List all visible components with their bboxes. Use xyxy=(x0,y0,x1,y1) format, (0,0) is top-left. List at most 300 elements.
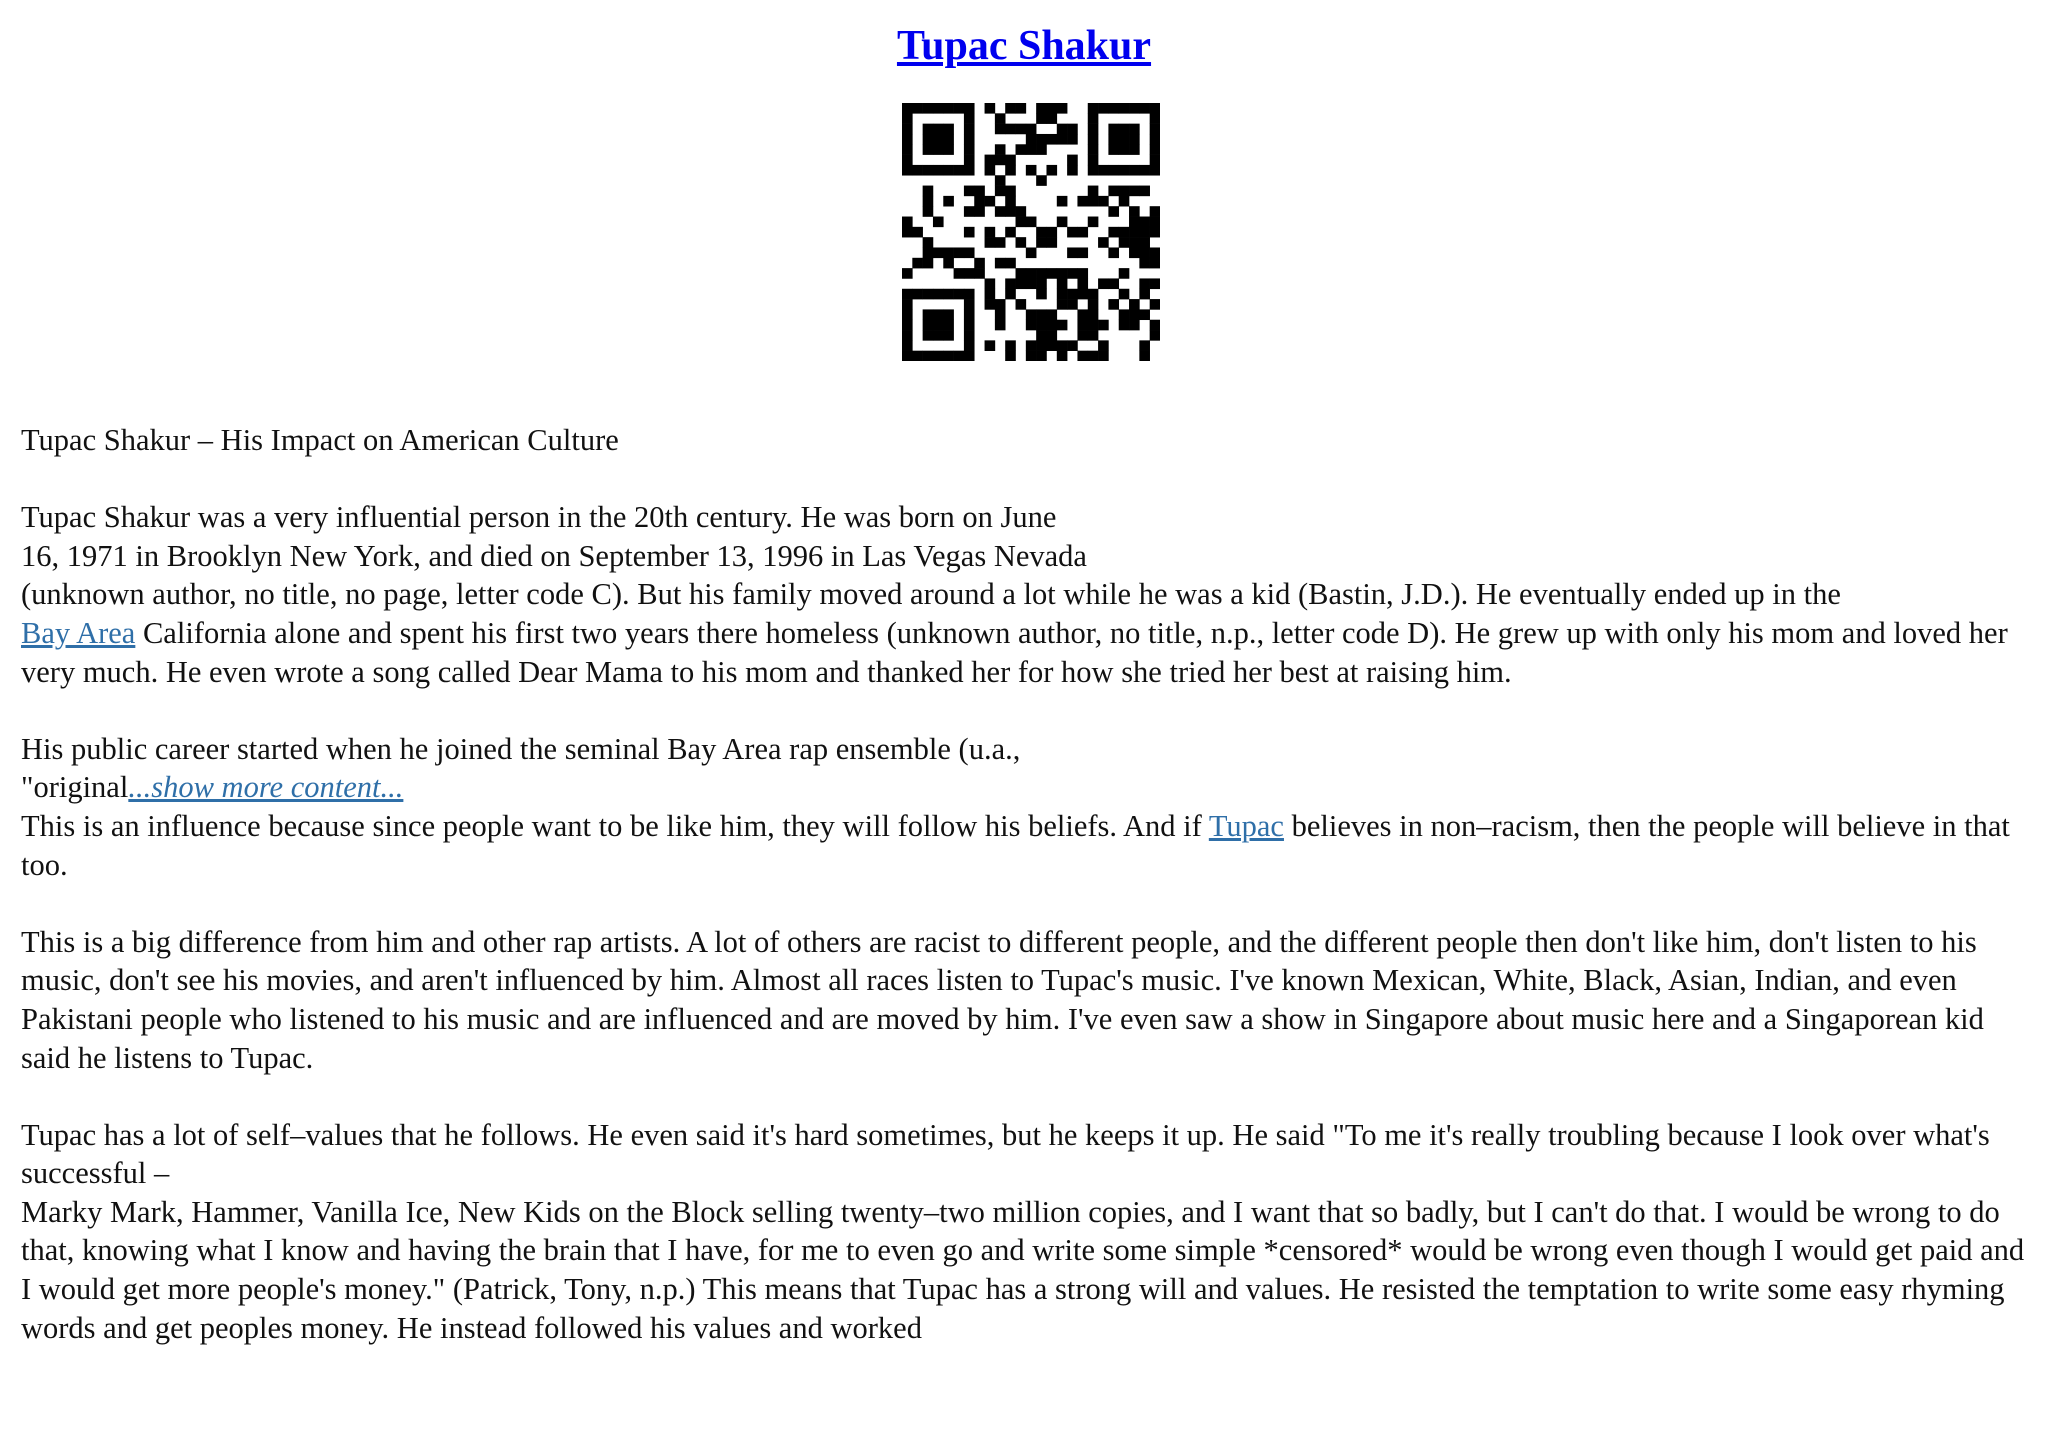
qr-module xyxy=(995,299,1006,310)
qr-module xyxy=(1005,196,1016,207)
qr-module xyxy=(974,196,985,207)
qr-module xyxy=(985,340,996,351)
qr-module xyxy=(1026,278,1037,289)
qr-module xyxy=(1139,186,1150,197)
qr-module xyxy=(1098,237,1109,248)
qr-module xyxy=(964,227,975,238)
qr-module xyxy=(1016,268,1027,279)
qr-module xyxy=(943,247,954,258)
paragraph-2-line-2 xyxy=(21,768,2031,807)
qr-module xyxy=(1026,134,1037,145)
qr-module xyxy=(1057,103,1068,114)
qr-module xyxy=(1067,134,1078,145)
qr-module xyxy=(964,268,975,279)
qr-module xyxy=(902,227,913,238)
qr-module xyxy=(1046,268,1057,279)
qr-module xyxy=(1150,206,1160,217)
qr-module xyxy=(1098,340,1109,351)
qr-module xyxy=(902,113,913,124)
qr-module xyxy=(1129,186,1140,197)
qr-module xyxy=(1150,258,1160,269)
qr-module xyxy=(923,124,934,135)
qr-module xyxy=(1088,309,1099,320)
qr-module xyxy=(1129,124,1140,135)
qr-module xyxy=(954,247,965,258)
qr-module xyxy=(902,217,913,228)
qr-module xyxy=(1088,351,1099,361)
qr-module xyxy=(1129,299,1140,310)
qr-module xyxy=(1150,124,1160,135)
qr-module xyxy=(902,320,913,331)
qr-module xyxy=(1139,351,1150,361)
qr-module xyxy=(1026,351,1037,361)
qr-module xyxy=(902,165,913,176)
tupac-link[interactable]: Tupac xyxy=(1208,808,1284,843)
paragraph-2 xyxy=(21,730,2031,884)
qr-module xyxy=(943,124,954,135)
qr-module xyxy=(933,351,944,361)
qr-module xyxy=(985,155,996,166)
qr-module xyxy=(1150,320,1160,331)
paragraph-1-line-2: 16, 1971 in Brooklyn New York, and died on September 13, 1996 in Las Vegas Nevada xyxy=(21,538,1087,573)
qr-module xyxy=(1098,351,1109,361)
qr-module xyxy=(1139,227,1150,238)
qr-module xyxy=(1057,289,1068,300)
qr-module xyxy=(1036,268,1047,279)
qr-module xyxy=(912,351,923,361)
qr-module xyxy=(1067,165,1078,176)
show-more-link[interactable]: ...show more content... xyxy=(128,770,404,805)
qr-module xyxy=(974,258,985,269)
qr-module xyxy=(923,103,934,114)
qr-module xyxy=(943,258,954,269)
qr-module xyxy=(1108,247,1119,258)
qr-module xyxy=(1036,340,1047,351)
qr-module xyxy=(1139,237,1150,248)
qr-module xyxy=(954,103,965,114)
qr-module xyxy=(1026,268,1037,279)
qr-module xyxy=(1026,144,1037,155)
qr-module xyxy=(985,196,996,207)
qr-module xyxy=(1016,144,1027,155)
qr-module xyxy=(1119,227,1130,238)
qr-module xyxy=(1077,289,1088,300)
qr-module xyxy=(995,206,1006,217)
qr-module xyxy=(964,113,975,124)
qr-module xyxy=(923,237,934,248)
qr-module xyxy=(1108,144,1119,155)
qr-module xyxy=(1139,289,1150,300)
qr-module xyxy=(1046,113,1057,124)
qr-module xyxy=(985,103,996,114)
qr-module xyxy=(912,289,923,300)
qr-module xyxy=(964,124,975,135)
qr-module xyxy=(964,299,975,310)
qr-module xyxy=(1067,124,1078,135)
paragraph-1 xyxy=(21,498,2031,691)
qr-module xyxy=(912,258,923,269)
qr-module xyxy=(1036,227,1047,238)
qr-module xyxy=(1139,258,1150,269)
qr-module xyxy=(964,351,975,361)
qr-module xyxy=(1119,309,1130,320)
qr-module xyxy=(1005,124,1016,135)
qr-module xyxy=(1036,278,1047,289)
qr-module xyxy=(933,124,944,135)
qr-module xyxy=(912,165,923,176)
qr-module xyxy=(1139,165,1150,176)
qr-module xyxy=(1088,155,1099,166)
qr-module xyxy=(964,309,975,320)
qr-module xyxy=(1016,299,1027,310)
qr-module xyxy=(954,268,965,279)
qr-module xyxy=(1057,268,1068,279)
qr-module xyxy=(1098,165,1109,176)
qr-module xyxy=(1150,299,1160,310)
qr-module xyxy=(1067,247,1078,258)
qr-module xyxy=(1036,320,1047,331)
qr-module xyxy=(1119,134,1130,145)
qr-module xyxy=(995,155,1006,166)
qr-module xyxy=(954,289,965,300)
qr-module xyxy=(1150,134,1160,145)
qr-module xyxy=(1077,278,1088,289)
qr-module xyxy=(1067,227,1078,238)
qr-module xyxy=(1108,227,1119,238)
qr-module xyxy=(1005,351,1016,361)
qr-module xyxy=(1108,165,1119,176)
qr-module xyxy=(1046,340,1057,351)
qr-module xyxy=(985,227,996,238)
qr-module xyxy=(1108,299,1119,310)
qr-module xyxy=(1077,247,1088,258)
qr-module xyxy=(985,289,996,300)
qr-module xyxy=(1139,278,1150,289)
qr-module xyxy=(1005,206,1016,217)
qr-module xyxy=(1026,124,1037,135)
qr-module xyxy=(1088,134,1099,145)
qr-module xyxy=(1088,113,1099,124)
bay-area-link[interactable]: Bay Area xyxy=(21,615,136,650)
qr-module xyxy=(933,330,944,341)
qr-module xyxy=(923,330,934,341)
qr-module xyxy=(1098,320,1109,331)
qr-module xyxy=(1005,340,1016,351)
qr-module xyxy=(1005,289,1016,300)
qr-module xyxy=(1057,124,1068,135)
qr-module xyxy=(1150,113,1160,124)
qr-module xyxy=(1036,289,1047,300)
qr-module xyxy=(1067,299,1078,310)
qr-module xyxy=(943,134,954,145)
qr-module xyxy=(995,113,1006,124)
qr-module xyxy=(902,103,913,114)
qr-module xyxy=(1077,227,1088,238)
qr-module xyxy=(1108,124,1119,135)
qr-module xyxy=(1005,186,1016,197)
qr-module xyxy=(923,196,934,207)
qr-module xyxy=(1067,155,1078,166)
paragraph-4-line-1: Tupac has a lot of self–values that he follows. He even said it's hard sometimes, but he keeps it up. He said "To me it's really troubling because I look over what's successful – xyxy=(21,1117,1990,1191)
qr-module xyxy=(1057,320,1068,331)
qr-module xyxy=(1057,351,1068,361)
qr-module xyxy=(1129,309,1140,320)
qr-module xyxy=(1077,268,1088,279)
qr-module xyxy=(923,206,934,217)
qr-module xyxy=(1139,340,1150,351)
qr-module xyxy=(1129,165,1140,176)
qr-module xyxy=(1108,186,1119,197)
qr-module xyxy=(1119,237,1130,248)
qr-module xyxy=(943,309,954,320)
qr-module xyxy=(933,144,944,155)
qr-module xyxy=(1036,175,1047,186)
qr-module xyxy=(933,247,944,258)
qr-module xyxy=(933,165,944,176)
paragraph-2-line-3-end: believes in non–racism, then the people will believe in that too. xyxy=(21,808,2010,882)
document-body xyxy=(21,421,2031,1386)
qr-module xyxy=(1077,330,1088,341)
qr-module xyxy=(1005,258,1016,269)
qr-module xyxy=(1046,237,1057,248)
qr-module xyxy=(1088,330,1099,341)
qr-module xyxy=(1057,340,1068,351)
qr-module xyxy=(1026,320,1037,331)
qr-module xyxy=(1005,227,1016,238)
qr-module xyxy=(1005,103,1016,114)
qr-module xyxy=(1036,134,1047,145)
qr-module xyxy=(1150,278,1160,289)
qr-module xyxy=(1108,206,1119,217)
qr-module xyxy=(1108,278,1119,289)
qr-module xyxy=(954,165,965,176)
qr-module xyxy=(1150,103,1160,114)
paragraph-1-rest: California alone and spent his first two years there homeless (unknown author, no title, n.p., letter code D). He grew up with only his mom and loved her very much. He even wrote a song called Dear Mama to his mom and thanked her for how she tried her best at raising him. xyxy=(21,615,2008,689)
qr-module xyxy=(943,351,954,361)
qr-module xyxy=(1046,134,1057,145)
qr-module xyxy=(1129,144,1140,155)
qr-module xyxy=(1088,103,1099,114)
qr-module xyxy=(1129,103,1140,114)
qr-module xyxy=(1057,134,1068,145)
qr-module xyxy=(1057,217,1068,228)
qr-module xyxy=(933,134,944,145)
qr-module xyxy=(933,320,944,331)
qr-module xyxy=(1057,278,1068,289)
qr-module xyxy=(923,309,934,320)
qr-module xyxy=(943,320,954,331)
qr-module xyxy=(1108,134,1119,145)
qr-module xyxy=(995,144,1006,155)
qr-module xyxy=(923,186,934,197)
qr-module xyxy=(1119,165,1130,176)
qr-module xyxy=(964,330,975,341)
qr-module xyxy=(923,289,934,300)
qr-module xyxy=(1088,217,1099,228)
qr-module xyxy=(974,206,985,217)
qr-module xyxy=(923,258,934,269)
qr-module xyxy=(1119,268,1130,279)
paragraph-1-line-1: Tupac Shakur was a very influential person in the 20th century. He was born on June xyxy=(21,500,1057,535)
qr-module xyxy=(902,134,913,145)
qr-module xyxy=(985,299,996,310)
qr-module xyxy=(1077,351,1088,361)
qr-module xyxy=(1129,217,1140,228)
qr-module xyxy=(1026,217,1037,228)
qr-module xyxy=(1150,144,1160,155)
qr-module xyxy=(1129,227,1140,238)
qr-module xyxy=(1098,196,1109,207)
qr-module xyxy=(1129,134,1140,145)
qr-module xyxy=(1046,330,1057,341)
qr-module xyxy=(1119,103,1130,114)
qr-module xyxy=(1036,309,1047,320)
qr-module xyxy=(1077,309,1088,320)
qr-module xyxy=(1046,165,1057,176)
qr-module xyxy=(1036,351,1047,361)
qr-module xyxy=(912,103,923,114)
qr-module xyxy=(1046,320,1057,331)
qr-module xyxy=(1057,299,1068,310)
paragraph-3: This is a big difference from him and other rap artists. A lot of others are racist to different people, and the different people then don't like him, don't listen to his music, don't see his movies, and aren't influenced by him. Almost all races listen to Tupac's music. I've known Mexican, White, Black, Asian, Indian, and even Pakistani people who listened to his music and are influenced and are moved by him. I've even saw a show in Singapore about music here and a Singaporean kid said he listens to Tupac. xyxy=(21,924,1984,1075)
qr-module xyxy=(902,124,913,135)
qr-module xyxy=(1139,103,1150,114)
qr-module xyxy=(1088,165,1099,176)
qr-module xyxy=(923,134,934,145)
qr-module xyxy=(1119,196,1130,207)
document-heading: Tupac Shakur – His Impact on American Culture xyxy=(21,423,619,457)
qr-module xyxy=(902,289,913,300)
qr-module xyxy=(1016,217,1027,228)
qr-module xyxy=(995,186,1006,197)
qr-module xyxy=(933,289,944,300)
paragraph-2-line-1: His public career started when he joined the seminal Bay Area rap ensemble (u.a., xyxy=(21,731,1021,766)
qr-module xyxy=(1016,278,1027,289)
qr-module xyxy=(923,144,934,155)
qr-module xyxy=(933,217,944,228)
qr-module xyxy=(923,351,934,361)
qr-module xyxy=(1077,320,1088,331)
qr-module xyxy=(943,144,954,155)
qr-module xyxy=(902,155,913,166)
qr-module xyxy=(933,103,944,114)
qr-module xyxy=(964,186,975,197)
qr-module xyxy=(1046,103,1057,114)
qr-module xyxy=(1036,144,1047,155)
qr-module xyxy=(902,309,913,320)
qr-module xyxy=(964,320,975,331)
qr-module xyxy=(1119,124,1130,135)
qr-module xyxy=(943,165,954,176)
paragraph-1-line-3: (unknown author, no title, no page, letter code C). But his family moved around a lot while he was a kid (Bastin, J.D.). He eventually ended up in the xyxy=(21,577,1841,612)
qr-module xyxy=(1150,330,1160,341)
qr-module xyxy=(943,330,954,341)
qr-module xyxy=(1036,113,1047,124)
qr-module xyxy=(1150,247,1160,258)
qr-module xyxy=(923,165,934,176)
qr-module xyxy=(1036,330,1047,341)
qr-module xyxy=(985,278,996,289)
qr-module xyxy=(1139,217,1150,228)
qr-module xyxy=(1139,247,1150,258)
qr-module xyxy=(1088,289,1099,300)
qr-module xyxy=(1005,155,1016,166)
qr-module xyxy=(985,165,996,176)
qr-module xyxy=(1036,237,1047,248)
qr-module xyxy=(1046,309,1057,320)
qr-module xyxy=(995,237,1006,248)
qr-module xyxy=(1119,144,1130,155)
qr-module xyxy=(964,155,975,166)
qr-module xyxy=(902,351,913,361)
qr-module xyxy=(1067,268,1078,279)
qr-module xyxy=(1150,227,1160,238)
qr-module xyxy=(1016,103,1027,114)
qr-module xyxy=(964,206,975,217)
title-link[interactable]: Tupac Shakur xyxy=(896,23,1152,69)
qr-module xyxy=(902,340,913,351)
qr-module xyxy=(933,309,944,320)
qr-module xyxy=(1067,289,1078,300)
qr-module xyxy=(1016,237,1027,248)
qr-module xyxy=(902,330,913,341)
qr-module xyxy=(1129,247,1140,258)
qr-module xyxy=(964,247,975,258)
qr-module xyxy=(1098,278,1109,289)
qr-module xyxy=(1026,165,1037,176)
qr-module xyxy=(912,227,923,238)
qr-module xyxy=(995,320,1006,331)
qr-module xyxy=(923,320,934,331)
qr-module xyxy=(943,196,954,207)
qr-module xyxy=(1036,103,1047,114)
qr-module xyxy=(1150,165,1160,176)
qr-module xyxy=(995,309,1006,320)
qr-module xyxy=(995,175,1006,186)
qr-module xyxy=(1016,124,1027,135)
qr-module xyxy=(974,186,985,197)
qr-module xyxy=(1046,227,1057,238)
qr-module xyxy=(1129,237,1140,248)
qr-module xyxy=(1150,217,1160,228)
qr-module xyxy=(1026,340,1037,351)
qr-module xyxy=(923,247,934,258)
paragraph-2-line-2-start: "original xyxy=(21,770,129,805)
qr-module xyxy=(1005,278,1016,289)
qr-module xyxy=(1098,103,1109,114)
qr-module xyxy=(964,103,975,114)
qr-module xyxy=(902,299,913,310)
qr-module xyxy=(1129,206,1140,217)
qr-module xyxy=(954,351,965,361)
qr-module xyxy=(1119,320,1130,331)
qr-module xyxy=(943,289,954,300)
qr-module xyxy=(964,340,975,351)
qr-module xyxy=(1088,196,1099,207)
qr-module xyxy=(1026,247,1037,258)
paragraph-4 xyxy=(21,1116,2031,1348)
qr-module xyxy=(1088,186,1099,197)
qr-module xyxy=(1005,165,1016,176)
qr-module xyxy=(1016,206,1027,217)
qr-module xyxy=(902,268,913,279)
qr-module xyxy=(943,103,954,114)
qr-module xyxy=(964,165,975,176)
paragraph-4-rest: Marky Mark, Hammer, Vanilla Ice, New Kids on the Block selling twenty–two million copies, and I want that so badly, but I can't do that. I would be wrong to do that, knowing what I know and having the brain that I have, for me to even go and write some simple *censored* would be wrong even though I would get paid and I would get more people's money." (Patrick, Tony, n.p.) This means that Tupac has a strong will and values. He resisted the temptation to write some easy rhyming words and get peoples money. He instead followed his values and worked xyxy=(21,1194,2025,1345)
qr-module xyxy=(1088,320,1099,331)
qr-module xyxy=(995,258,1006,269)
qr-module xyxy=(1150,155,1160,166)
